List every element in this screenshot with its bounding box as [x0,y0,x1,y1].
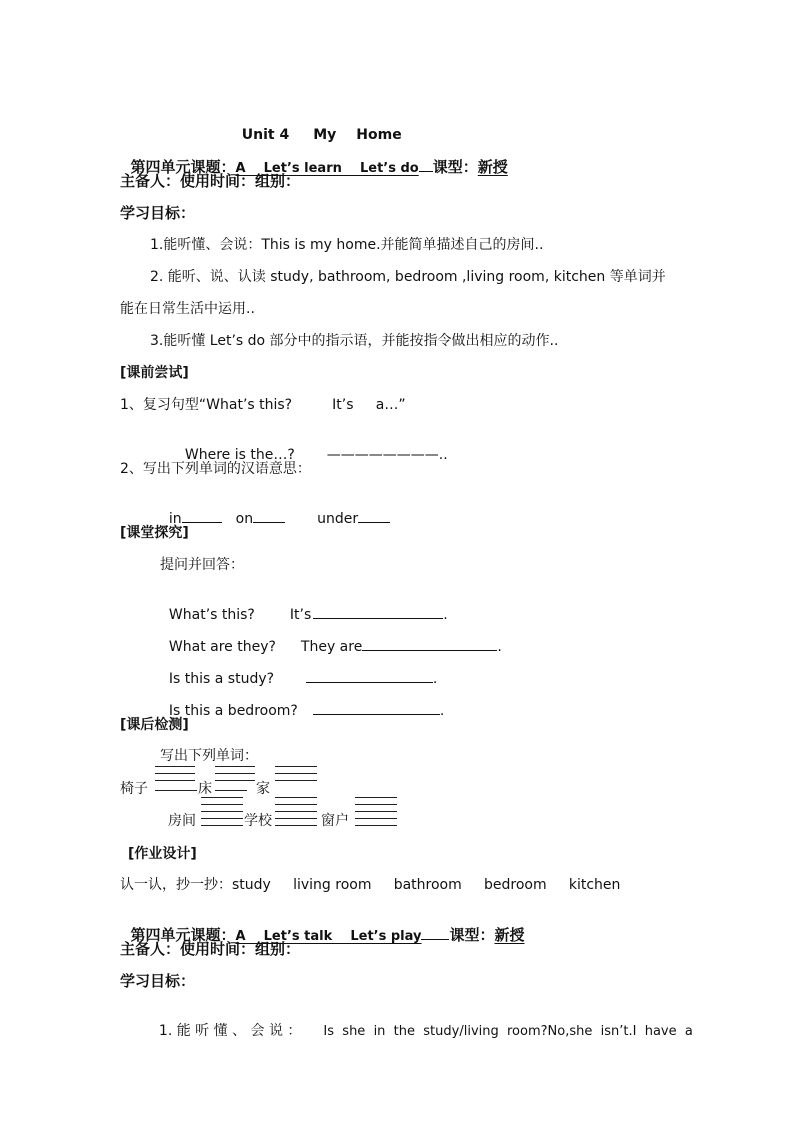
blank-line [215,790,247,791]
lesson1-topic: A Let’s learn Let’s do [235,161,419,176]
word-in: in [168,511,182,527]
blank-line [355,811,397,812]
blank-line [155,773,195,774]
lesson1-type-value: 新授 [477,158,508,176]
answer-blank[interactable] [306,670,433,683]
unit-title [232,108,402,144]
word-under: under [317,511,359,527]
word-chair: 椅子 [120,781,148,797]
lesson2-goal1 [150,1004,693,1041]
lesson1-goal2b: 能在日常生活中运用.. [120,301,255,317]
answer-blank[interactable] [313,606,443,619]
lesson2-goal1-en: Is she in the study/living room?No,she isn’t.I have a [323,1024,693,1039]
blank-in[interactable] [182,510,222,523]
pre-item1b [176,428,448,464]
pre-item2: 2、写出下列单词的汉语意思： [120,461,311,477]
blank-line [275,773,317,774]
homework-text: 认一认，抄一抄：study living room bathroom bedroom kitchen [120,877,621,893]
blank-line [355,825,397,826]
word-bed: 床 [198,781,212,797]
blank-line [201,797,243,798]
write-words-label: 写出下列单词： [160,748,258,764]
blank-line [275,804,317,805]
blank-line [355,804,397,805]
blank-line [201,804,243,805]
lesson2-goal1-cn: 1. 能 听 懂 、 会 说 ： [158,1023,302,1039]
in-class-label: [课堂探究] [120,525,189,541]
blank-line [275,780,317,781]
qa-row: What are they? They are . [168,639,502,655]
qa-answer-prefix: They are [300,639,363,655]
blank-line [275,818,317,819]
blank-line [355,797,397,798]
pre-item1: 1、复习句型“What’s this? It’s a…” [120,397,406,413]
qa-question: Is this a bedroom? [168,703,298,719]
lesson2-type-value: 新授 [494,926,525,944]
blank-under[interactable] [358,510,390,523]
qa-question: What’s this? [168,607,255,623]
lesson2-preparer: 主备人：使用时间：组别： [120,940,301,958]
pre-item1b-dashes: ————————.. [326,447,448,463]
qa-row: Is this a study? . [168,671,438,687]
title-my: My [313,127,337,143]
ask-answer-label: 提问并回答： [160,557,244,573]
lesson1-type-label: 课型： [432,158,478,176]
blank-line [275,766,317,767]
lesson1-goals-label: 学习目标： [120,204,196,222]
after-class-label: [课后检测] [120,717,189,733]
title-home: Home [356,127,402,143]
blank-line [201,825,243,826]
lesson1-goal2a: 2. 能听、说、认读 study, bathroom, bedroom ,living room, kitchen 等单词并 [150,269,666,285]
lesson1-goal1: 1.能听懂、会说：This is my home.并能简单描述自己的房间.. [150,237,544,253]
lesson2-header-prefix: 第四单元课题： [130,926,236,944]
lesson2-type-label: 课型： [449,926,495,944]
blank-on[interactable] [253,510,285,523]
blank-line [155,790,197,791]
blank-line [355,818,397,819]
blank-line [201,818,243,819]
blank-line [201,811,243,812]
blank-line [155,780,195,781]
blank-line [275,825,317,826]
word-home: 家 [256,781,270,797]
pre-item2-words [160,492,390,528]
lesson1-header-prefix: 第四单元课题： [130,158,236,176]
answer-blank[interactable] [362,638,497,651]
qa-question: Is this a study? [168,671,275,687]
blank-line [215,780,255,781]
blank-line [275,811,317,812]
unit-number: Unit 4 [241,127,290,143]
qa-row: Is this a bedroom? . [168,703,445,719]
word-window: 窗户 [321,813,349,829]
word-room: 房间 [168,813,196,829]
pre-class-label: [课前尝试] [120,365,189,381]
qa-answer-prefix: It’s [289,607,312,623]
lesson1-preparer: 主备人：使用时间：组别： [120,172,301,190]
blank-line [215,773,255,774]
answer-blank[interactable] [313,702,440,715]
blank-line [215,766,255,767]
qa-question: What are they? [168,639,276,655]
word-on: on [235,511,254,527]
qa-row: What’s this? It’s . [168,607,448,623]
word-school: 学校 [244,813,272,829]
homework-label: [作业设计] [128,846,197,862]
blank-line [155,766,195,767]
lesson2-topic: A Let’s talk Let’s play [235,929,422,944]
lesson2-goals-label: 学习目标： [120,972,196,990]
pre-item1b-question: Where is the…? [184,447,295,463]
lesson1-goal3: 3.能听懂 Let’s do 部分中的指示语，并能按指令做出相应的动作.. [150,333,559,349]
blank-line [275,797,317,798]
